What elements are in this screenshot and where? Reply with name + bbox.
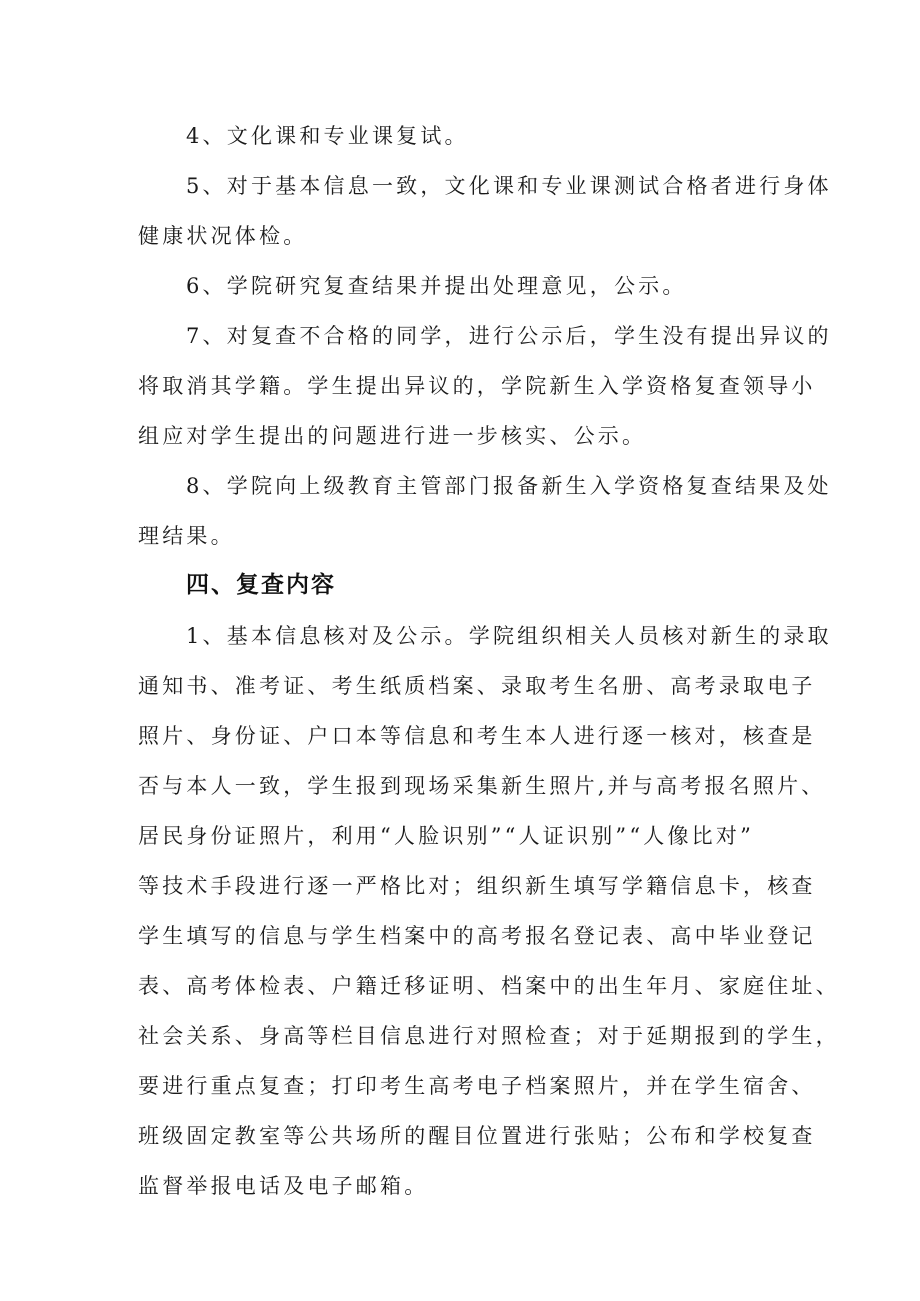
text-line-content-10: 要进行重点复查；打印考生高考电子档案照片，并在学生宿舍、 (138, 1074, 816, 1098)
text-line-content-12: 监督举报电话及电子邮箱。 (138, 1174, 429, 1198)
text-line-item-5-start: 5、对于基本信息一致，文化课和专业课测试合格者进行身体 (186, 174, 832, 198)
text-line-item-8-end: 理结果。 (138, 524, 235, 548)
section-heading: 四、复查内容 (186, 572, 336, 598)
text-line-item-7-end: 组应对学生提出的问题进行进一步核实、公示。 (138, 424, 647, 448)
text-line-content-5: 居民身份证照片，利用“人脸识别”“人证识别”“人像比对” (138, 824, 755, 848)
text-line-content-1: 1、基本信息核对及公示。学院组织相关人员核对新生的录取 (186, 624, 832, 648)
text-line-content-9: 社会关系、身高等栏目信息进行对照检查；对于延期报到的学生， (138, 1024, 840, 1048)
text-line-content-8: 表、高考体检表、户籍迁移证明、档案中的出生年月、家庭住址、 (138, 974, 840, 998)
text-line-item-8-start: 8、学院向上级教育主管部门报备新生入学资格复查结果及处 (186, 474, 832, 498)
text-line-content-7: 学生填写的信息与学生档案中的高考报名登记表、高中毕业登记 (138, 924, 816, 948)
text-line-item-7-start: 7、对复查不合格的同学，进行公示后，学生没有提出异议的 (186, 324, 832, 348)
text-line-item-6: 6、学院研究复查结果并提出处理意见，公示。 (186, 274, 687, 298)
text-line-content-4: 否与本人一致，学生报到现场采集新生照片,并与高考报名照片、 (138, 774, 826, 798)
text-line-content-6: 等技术手段进行逐一严格比对；组织新生填写学籍信息卡，核查 (138, 874, 816, 898)
text-line-item-7-mid: 将取消其学籍。学生提出异议的，学院新生入学资格复查领导小 (138, 374, 816, 398)
text-line-item-5-end: 健康状况体检。 (138, 224, 308, 248)
text-line-content-2: 通知书、准考证、考生纸质档案、录取考生名册、高考录取电子 (138, 674, 816, 698)
text-line-content-11: 班级固定教室等公共场所的醒目位置进行张贴；公布和学校复查 (138, 1124, 816, 1148)
text-line-item-4: 4、文化课和专业课复试。 (186, 124, 469, 148)
text-line-content-3: 照片、身份证、户口本等信息和考生本人进行逐一核对，核查是 (138, 724, 816, 748)
